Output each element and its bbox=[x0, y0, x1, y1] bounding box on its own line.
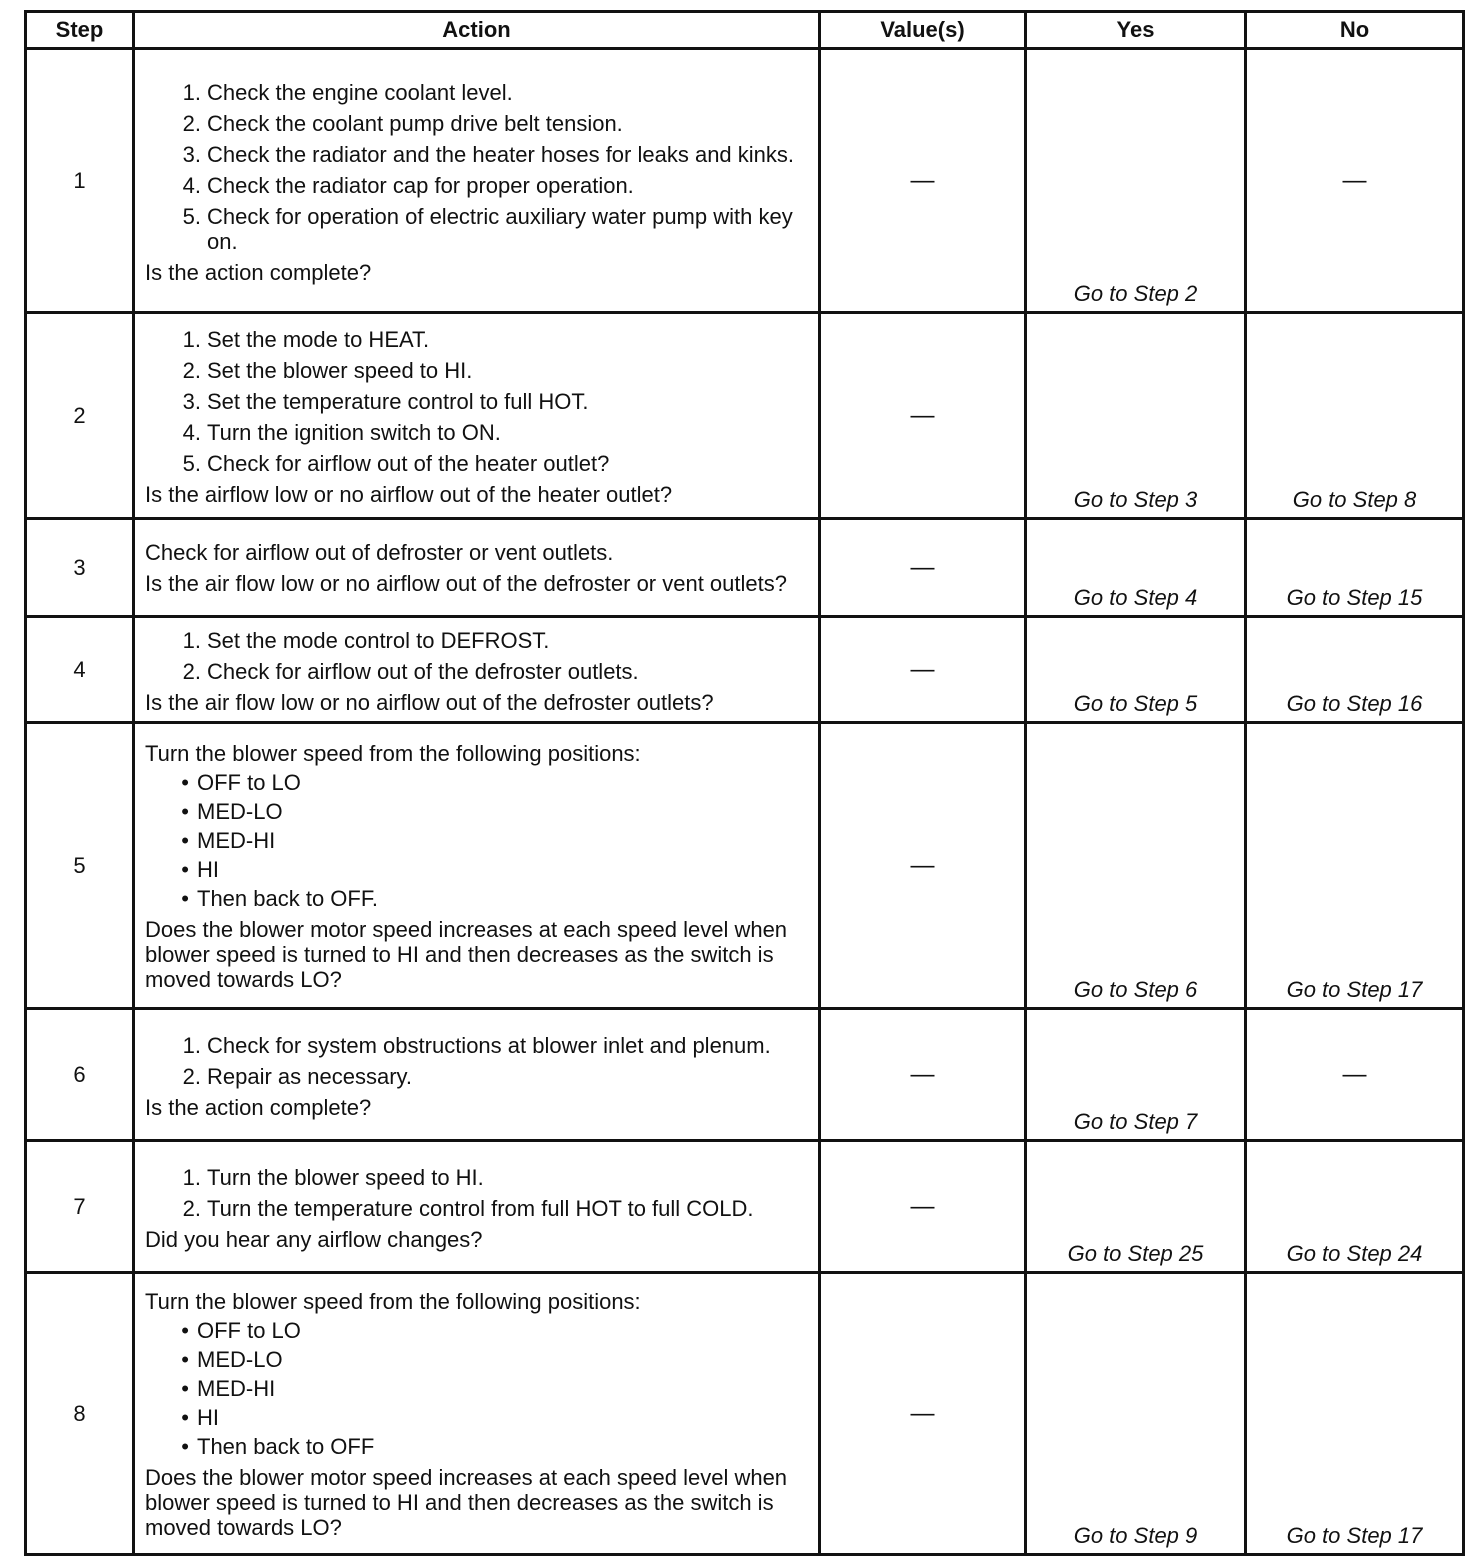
action-cell bbox=[134, 617, 820, 723]
table-row bbox=[26, 313, 1464, 519]
action-bullet-text: OFF to LO bbox=[197, 769, 301, 795]
action-step-text: Check for airflow out of the heater outlet? bbox=[207, 451, 610, 476]
action-step bbox=[145, 1165, 810, 1190]
action-bullet bbox=[145, 1405, 810, 1430]
action-cell bbox=[134, 519, 820, 617]
action-bullet-text: MED-LO bbox=[197, 798, 283, 824]
action-question: Is the air flow low or no airflow out of the defroster or vent outlets? bbox=[145, 571, 787, 596]
action-question: Is the airflow low or no airflow out of the heater outlet? bbox=[145, 482, 673, 507]
table-row bbox=[26, 519, 1464, 617]
action-step-number: 2. bbox=[182, 1195, 201, 1221]
action-step-text: Check the engine coolant level. bbox=[207, 79, 513, 105]
yes-cell: Go to Step 5 bbox=[1026, 617, 1246, 723]
action-bullet bbox=[145, 828, 810, 853]
action-cell bbox=[134, 1009, 820, 1141]
action-bullet bbox=[145, 770, 810, 795]
no-cell: Go to Step 15 bbox=[1246, 519, 1464, 617]
action-bullet bbox=[145, 886, 810, 911]
yes-cell: Go to Step 7 bbox=[1026, 1009, 1246, 1141]
bullet-icon: • bbox=[181, 827, 189, 853]
table-row bbox=[26, 49, 1464, 313]
step-number: 7 bbox=[26, 1141, 134, 1273]
header-no: No bbox=[1246, 12, 1464, 49]
no-cell: Go to Step 16 bbox=[1246, 617, 1464, 723]
bullet-icon: • bbox=[181, 885, 189, 911]
action-step-text: Check the coolant pump drive belt tension. bbox=[207, 110, 623, 136]
table-row bbox=[26, 723, 1464, 1009]
action-cell bbox=[134, 1273, 820, 1555]
action-step bbox=[145, 173, 810, 198]
action-step bbox=[145, 1196, 810, 1221]
action-bullet bbox=[145, 1347, 810, 1372]
action-cell bbox=[134, 49, 820, 313]
action-step bbox=[145, 1033, 810, 1058]
action-bullet-text: HI bbox=[197, 1404, 219, 1430]
action-step bbox=[145, 1064, 810, 1089]
action-cell bbox=[134, 1141, 820, 1273]
action-step-text: Check the radiator and the heater hoses for leaks and kinks. bbox=[207, 141, 795, 167]
action-step bbox=[145, 659, 810, 684]
action-step-number: 3. bbox=[182, 141, 201, 167]
yes-cell: Go to Step 3 bbox=[1026, 313, 1246, 519]
action-intro: Turn the blower speed from the following positions: bbox=[145, 740, 641, 766]
action-step bbox=[145, 358, 810, 383]
action-bullet bbox=[145, 1434, 810, 1459]
action-question: Did you hear any airflow changes? bbox=[145, 1226, 483, 1252]
diagnostic-table-page bbox=[24, 10, 1462, 1556]
header-values: Value(s) bbox=[820, 12, 1026, 49]
yes-cell: Go to Step 25 bbox=[1026, 1141, 1246, 1273]
action-step bbox=[145, 111, 810, 136]
table-body bbox=[26, 49, 1464, 1555]
action-step-number: 1. bbox=[182, 1032, 201, 1058]
action-step-text: Set the blower speed to HI. bbox=[207, 358, 473, 383]
no-cell: Go to Step 24 bbox=[1246, 1141, 1464, 1273]
action-step-number: 2. bbox=[182, 110, 201, 136]
header-row bbox=[26, 12, 1464, 49]
step-number: 5 bbox=[26, 723, 134, 1009]
bullet-icon: • bbox=[181, 1375, 189, 1401]
action-step bbox=[145, 204, 810, 254]
action-step-number: 2. bbox=[182, 1063, 201, 1089]
action-question: Is the action complete? bbox=[145, 259, 372, 285]
bullet-icon: • bbox=[181, 798, 189, 824]
action-question: Does the blower motor speed increases at each speed level when blower speed is turned to HI and then decreases as the switch is moved towards LO? bbox=[145, 1464, 788, 1540]
action-step-text: Check for operation of electric auxiliary water pump with key on. bbox=[207, 203, 793, 254]
no-cell: — bbox=[1246, 49, 1464, 313]
action-step bbox=[145, 327, 810, 352]
value-cell: — bbox=[820, 519, 1026, 617]
value-cell: — bbox=[820, 1273, 1026, 1555]
action-bullet bbox=[145, 1318, 810, 1343]
value-cell: — bbox=[820, 723, 1026, 1009]
yes-cell: Go to Step 6 bbox=[1026, 723, 1246, 1009]
action-step bbox=[145, 142, 810, 167]
value-cell: — bbox=[820, 1141, 1026, 1273]
action-question: Is the air flow low or no airflow out of the defroster outlets? bbox=[145, 689, 714, 715]
action-step bbox=[145, 628, 810, 653]
action-bullet-text: MED-HI bbox=[197, 1375, 276, 1401]
action-bullet-text: Then back to OFF. bbox=[197, 885, 378, 911]
action-step-number: 1. bbox=[182, 1164, 201, 1190]
action-intro: Turn the blower speed from the following positions: bbox=[145, 1288, 641, 1314]
action-bullet-text: HI bbox=[197, 856, 219, 882]
no-cell: Go to Step 17 bbox=[1246, 1273, 1464, 1555]
action-step-text: Set the mode control to DEFROST. bbox=[207, 627, 550, 653]
action-bullet-text: OFF to LO bbox=[197, 1317, 301, 1343]
step-number: 6 bbox=[26, 1009, 134, 1141]
value-cell: — bbox=[820, 49, 1026, 313]
action-step-text: Set the temperature control to full HOT. bbox=[207, 389, 589, 414]
bullet-icon: • bbox=[181, 1404, 189, 1430]
bullet-icon: • bbox=[181, 1317, 189, 1343]
no-cell: Go to Step 8 bbox=[1246, 313, 1464, 519]
diagnostic-table bbox=[24, 10, 1465, 1556]
bullet-icon: • bbox=[181, 856, 189, 882]
action-step bbox=[145, 389, 810, 414]
action-bullet-text: MED-HI bbox=[197, 827, 276, 853]
action-step-text: Repair as necessary. bbox=[207, 1063, 413, 1089]
action-step-number: 1. bbox=[182, 627, 201, 653]
header-step: Step bbox=[26, 12, 134, 49]
yes-cell: Go to Step 9 bbox=[1026, 1273, 1246, 1555]
action-step-number: 3. bbox=[182, 389, 201, 414]
no-cell: Go to Step 17 bbox=[1246, 723, 1464, 1009]
value-cell: — bbox=[820, 313, 1026, 519]
action-cell bbox=[134, 723, 820, 1009]
step-number: 1 bbox=[26, 49, 134, 313]
no-cell: — bbox=[1246, 1009, 1464, 1141]
action-step-number: 2. bbox=[182, 358, 201, 383]
action-step-text: Check for airflow out of the defroster outlets. bbox=[207, 658, 639, 684]
action-step-number: 2. bbox=[182, 658, 201, 684]
header-action: Action bbox=[134, 12, 820, 49]
action-question: Does the blower motor speed increases at each speed level when blower speed is turned to HI and then decreases as the switch is moved towards LO? bbox=[145, 916, 788, 992]
header-yes: Yes bbox=[1026, 12, 1246, 49]
action-step-number: 1. bbox=[182, 79, 201, 105]
action-bullet bbox=[145, 1376, 810, 1401]
action-step-number: 4. bbox=[182, 420, 201, 445]
action-step-text: Check the radiator cap for proper operation. bbox=[207, 172, 634, 198]
bullet-icon: • bbox=[181, 1433, 189, 1459]
action-step-text: Turn the temperature control from full HOT to full COLD. bbox=[207, 1195, 754, 1221]
table-row bbox=[26, 1273, 1464, 1555]
value-cell: — bbox=[820, 617, 1026, 723]
action-step bbox=[145, 451, 810, 476]
table-row bbox=[26, 1141, 1464, 1273]
action-intro: Check for airflow out of defroster or vent outlets. bbox=[145, 540, 614, 565]
action-question: Is the action complete? bbox=[145, 1094, 372, 1120]
action-bullet-text: MED-LO bbox=[197, 1346, 283, 1372]
action-step-text: Set the mode to HEAT. bbox=[207, 327, 430, 352]
action-step-text: Turn the blower speed to HI. bbox=[207, 1164, 484, 1190]
action-step-number: 5. bbox=[182, 203, 201, 229]
step-number: 8 bbox=[26, 1273, 134, 1555]
bullet-icon: • bbox=[181, 1346, 189, 1372]
step-number: 4 bbox=[26, 617, 134, 723]
bullet-icon: • bbox=[181, 769, 189, 795]
yes-cell: Go to Step 4 bbox=[1026, 519, 1246, 617]
action-bullet-text: Then back to OFF bbox=[197, 1433, 375, 1459]
action-step-number: 4. bbox=[182, 172, 201, 198]
action-step-number: 5. bbox=[182, 451, 201, 476]
step-number: 3 bbox=[26, 519, 134, 617]
action-step bbox=[145, 80, 810, 105]
step-number: 2 bbox=[26, 313, 134, 519]
yes-cell: Go to Step 2 bbox=[1026, 49, 1246, 313]
action-step bbox=[145, 420, 810, 445]
action-cell bbox=[134, 313, 820, 519]
action-step-number: 1. bbox=[182, 327, 201, 352]
action-step-text: Turn the ignition switch to ON. bbox=[207, 420, 501, 445]
action-step-text: Check for system obstructions at blower inlet and plenum. bbox=[207, 1032, 771, 1058]
action-bullet bbox=[145, 799, 810, 824]
table-row bbox=[26, 617, 1464, 723]
table-row bbox=[26, 1009, 1464, 1141]
action-bullet bbox=[145, 857, 810, 882]
value-cell: — bbox=[820, 1009, 1026, 1141]
